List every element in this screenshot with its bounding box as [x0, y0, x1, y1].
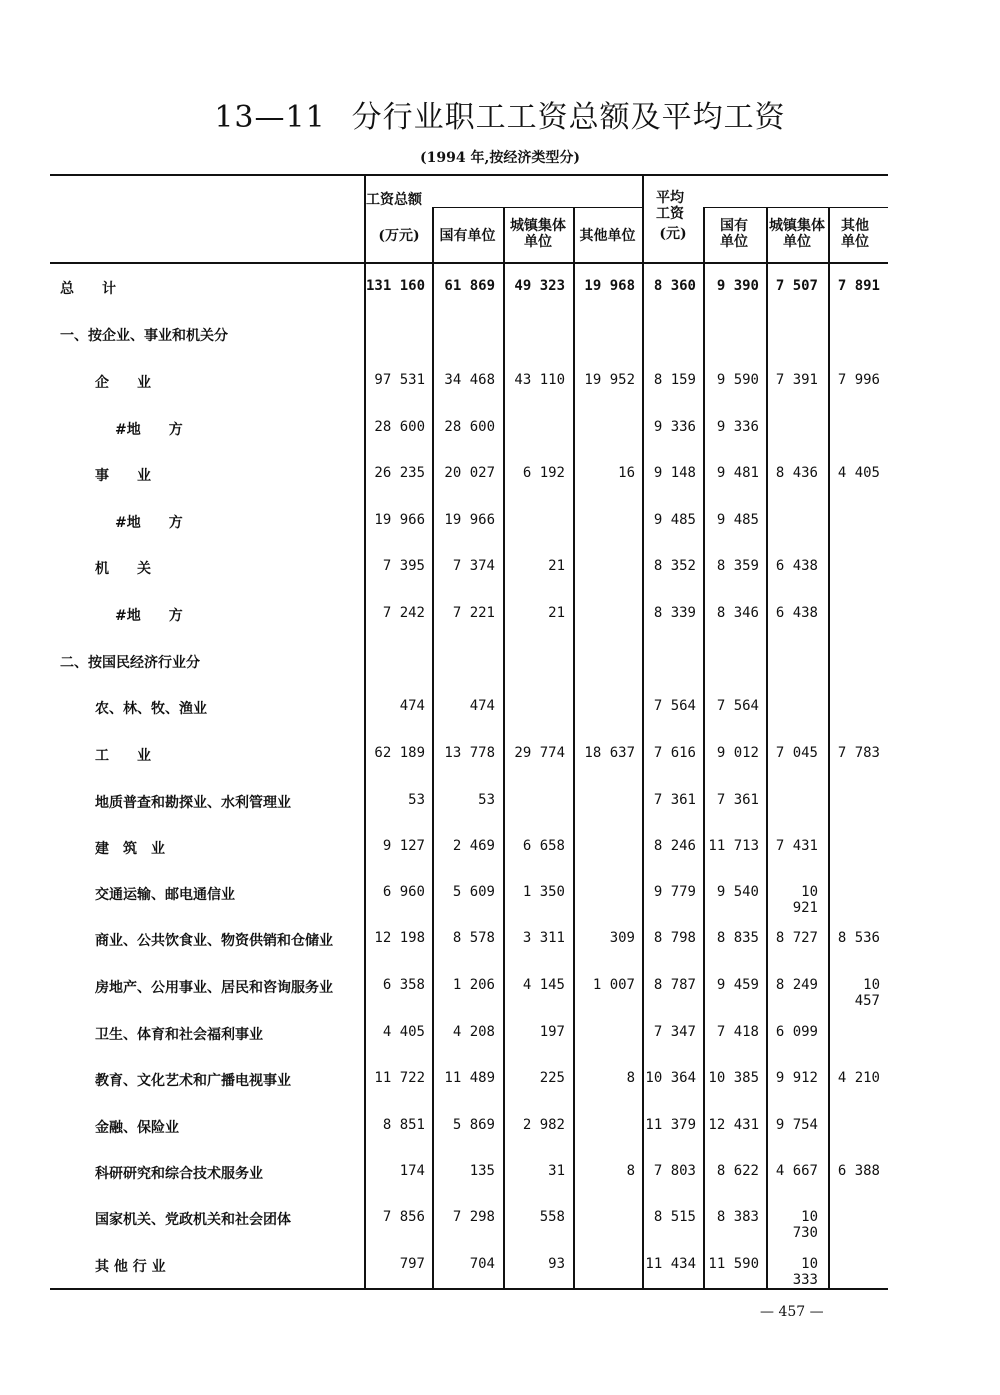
table-subtitle: (1994 年,按经济类型分) — [420, 150, 580, 166]
table-row — [0, 977, 1000, 1009]
table-cell: 9 336 — [653, 419, 696, 435]
table-number: 13—11 — [214, 100, 326, 135]
table-cell: 174 — [399, 1163, 425, 1179]
row-label: 商业、公共饮食业、物资供销和仓储业 — [95, 933, 333, 949]
table-cell: 53 — [478, 792, 495, 808]
table-cell: 6 438 — [775, 605, 818, 621]
table-row — [0, 1256, 1000, 1288]
table-cell: 10 730 — [792, 1209, 818, 1241]
table-cell: 8 622 — [716, 1163, 759, 1179]
table-cell: 12 198 — [374, 930, 425, 946]
table-cell: 11 713 — [708, 838, 759, 854]
table-cell: 8 339 — [653, 605, 696, 621]
table-row — [0, 1209, 1000, 1241]
table-row — [0, 1024, 1000, 1046]
table-cell: 9 590 — [716, 372, 759, 388]
table-cell: 6 192 — [522, 465, 565, 481]
row-label: 金融、保险业 — [95, 1120, 179, 1136]
table-cell: 8 436 — [775, 465, 818, 481]
table-cell: 5 869 — [452, 1117, 495, 1133]
table-cell: 309 — [609, 930, 635, 946]
header-avg-wage-unit: (元) — [659, 226, 687, 242]
table-cell: 7 221 — [452, 605, 495, 621]
table-cell: 2 982 — [522, 1117, 565, 1133]
header-urban-collective: 城镇集体单位 — [510, 218, 566, 250]
table-cell: 135 — [469, 1163, 495, 1179]
table-cell: 4 145 — [522, 977, 565, 993]
table-cell: 11 722 — [374, 1070, 425, 1086]
table-row — [0, 838, 1000, 860]
row-label: 工 业 — [95, 748, 151, 764]
row-label: #地 方 — [115, 515, 183, 531]
table-cell: 19 968 — [584, 278, 635, 294]
table-cell: 474 — [469, 698, 495, 714]
row-label: 卫生、体育和社会福利事业 — [95, 1027, 263, 1043]
table-cell: 6 099 — [775, 1024, 818, 1040]
row-label: 机 关 — [95, 561, 151, 577]
row-label: 企 业 — [95, 375, 151, 391]
table-cell: 7 045 — [775, 745, 818, 761]
total-wage-underline — [432, 207, 642, 208]
table-cell: 558 — [539, 1209, 565, 1225]
table-cell: 11 590 — [708, 1256, 759, 1272]
table-cell: 3 311 — [522, 930, 565, 946]
table-row — [0, 652, 1000, 674]
table-cell: 7 298 — [452, 1209, 495, 1225]
table-cell: 10 364 — [645, 1070, 696, 1086]
table-cell: 4 210 — [837, 1070, 880, 1086]
table-cell: 6 658 — [522, 838, 565, 854]
table-cell: 4 405 — [382, 1024, 425, 1040]
row-label: 教育、文化艺术和广播电视事业 — [95, 1073, 291, 1089]
table-cell: 7 374 — [452, 558, 495, 574]
table-cell: 7 391 — [775, 372, 818, 388]
table-cell: 7 996 — [837, 372, 880, 388]
table-cell: 9 485 — [716, 512, 759, 528]
header-total-wage-unit: (万元) — [378, 228, 420, 244]
table-cell: 9 336 — [716, 419, 759, 435]
table-cell: 4 208 — [452, 1024, 495, 1040]
table-cell: 8 851 — [382, 1117, 425, 1133]
table-cell: 797 — [399, 1256, 425, 1272]
table-cell: 8 — [626, 1070, 635, 1086]
table-cell: 7 361 — [716, 792, 759, 808]
table-cell: 11 434 — [645, 1256, 696, 1272]
table-cell: 6 358 — [382, 977, 425, 993]
table-cell: 11 489 — [444, 1070, 495, 1086]
table-cell: 43 110 — [514, 372, 565, 388]
header-state-owned: 国有单位 — [439, 228, 496, 244]
table-cell: 49 323 — [514, 278, 565, 294]
table-cell: 10 385 — [708, 1070, 759, 1086]
table-cell: 8 835 — [716, 930, 759, 946]
table-row — [0, 745, 1000, 767]
table-cell: 6 388 — [837, 1163, 880, 1179]
header-avg-other: 其他单位 — [841, 218, 869, 250]
table-cell: 8 246 — [653, 838, 696, 854]
table-cell: 131 160 — [366, 278, 426, 294]
row-label: 一、按企业、事业和机关分 — [60, 328, 228, 344]
header-other: 其他单位 — [579, 228, 636, 244]
table-cell: 28 600 — [374, 419, 425, 435]
table-cell: 7 783 — [837, 745, 880, 761]
header-avg-wage: 平均工资 — [656, 190, 684, 222]
table-cell: 8 352 — [653, 558, 696, 574]
table-row — [0, 465, 1000, 487]
table-cell: 8 787 — [653, 977, 696, 993]
table-cell: 29 774 — [514, 745, 565, 761]
table-row — [0, 1070, 1000, 1092]
table-cell: 197 — [539, 1024, 565, 1040]
table-row — [0, 1163, 1000, 1185]
table-cell: 18 637 — [584, 745, 635, 761]
table-cell: 6 438 — [775, 558, 818, 574]
table-cell: 8 515 — [653, 1209, 696, 1225]
table-cell: 34 468 — [444, 372, 495, 388]
table-cell: 1 350 — [522, 884, 565, 900]
table-cell: 9 127 — [382, 838, 425, 854]
table-cell: 19 966 — [374, 512, 425, 528]
table-cell: 8 346 — [716, 605, 759, 621]
table-row — [0, 512, 1000, 534]
row-label: 事 业 — [95, 468, 151, 484]
table-cell: 8 159 — [653, 372, 696, 388]
header-avg-state-owned: 国有单位 — [720, 218, 748, 250]
table-cell: 97 531 — [374, 372, 425, 388]
header-bottom-rule — [50, 262, 888, 264]
table-cell: 7 616 — [653, 745, 696, 761]
table-cell: 8 798 — [653, 930, 696, 946]
table-cell: 28 600 — [444, 419, 495, 435]
table-cell: 1 206 — [452, 977, 495, 993]
table-row — [0, 792, 1000, 814]
table-cell: 7 361 — [653, 792, 696, 808]
row-label: #地 方 — [115, 608, 183, 624]
header-avg-urban-collective: 城镇集体单位 — [769, 218, 825, 250]
table-cell: 9 754 — [775, 1117, 818, 1133]
row-label: 国家机关、党政机关和社会团体 — [95, 1212, 291, 1228]
table-cell: 8 578 — [452, 930, 495, 946]
table-row — [0, 278, 1000, 300]
row-label: 其 他 行 业 — [95, 1259, 166, 1275]
table-cell: 12 431 — [708, 1117, 759, 1133]
table-cell: 4 405 — [837, 465, 880, 481]
table-cell: 62 189 — [374, 745, 425, 761]
table-row — [0, 1117, 1000, 1139]
table-cell: 7 395 — [382, 558, 425, 574]
row-label: 二、按国民经济行业分 — [60, 655, 200, 671]
table-cell: 474 — [399, 698, 425, 714]
table-cell: 9 540 — [716, 884, 759, 900]
table-cell: 20 027 — [444, 465, 495, 481]
table-cell: 16 — [618, 465, 635, 481]
table-cell: 2 469 — [452, 838, 495, 854]
table-cell: 8 249 — [775, 977, 818, 993]
table-row — [0, 372, 1000, 394]
row-label: 农、林、牧、渔业 — [95, 701, 207, 717]
table-cell: 10 921 — [792, 884, 818, 916]
table-cell: 8 — [626, 1163, 635, 1179]
header-total-wage: 工资总额 — [366, 192, 422, 208]
row-label: 房地产、公用事业、居民和咨询服务业 — [95, 980, 333, 996]
table-row — [0, 558, 1000, 580]
table-row — [0, 930, 1000, 952]
row-label: 地质普查和勘探业、水利管理业 — [95, 795, 291, 811]
table-cell: 1 007 — [592, 977, 635, 993]
table-cell: 7 564 — [716, 698, 759, 714]
table-cell: 7 507 — [775, 278, 818, 294]
table-row — [0, 605, 1000, 627]
table-cell: 19 966 — [444, 512, 495, 528]
table-cell: 8 536 — [837, 930, 880, 946]
table-cell: 19 952 — [584, 372, 635, 388]
page-number: — 457 — — [760, 1304, 824, 1320]
table-cell: 7 431 — [775, 838, 818, 854]
table-cell: 61 869 — [444, 278, 495, 294]
top-rule — [50, 174, 888, 176]
table-cell: 8 360 — [653, 278, 696, 294]
avg-wage-underline — [703, 207, 888, 208]
table-cell: 21 — [548, 558, 565, 574]
table-cell: 9 459 — [716, 977, 759, 993]
table-row — [0, 419, 1000, 441]
table-cell: 9 779 — [653, 884, 696, 900]
table-cell: 225 — [539, 1070, 565, 1086]
table-cell: 8 383 — [716, 1209, 759, 1225]
table-cell: 9 912 — [775, 1070, 818, 1086]
table-cell: 9 390 — [716, 278, 759, 294]
table-cell: 9 481 — [716, 465, 759, 481]
table-cell: 31 — [548, 1163, 565, 1179]
table-cell: 4 667 — [775, 1163, 818, 1179]
table-cell: 5 609 — [452, 884, 495, 900]
row-label: 交通运输、邮电通信业 — [95, 887, 235, 903]
table-cell: 10 457 — [854, 977, 880, 1009]
table-cell: 21 — [548, 605, 565, 621]
table-cell: 13 778 — [444, 745, 495, 761]
table-cell: 7 242 — [382, 605, 425, 621]
row-label: 建 筑 业 — [95, 841, 165, 857]
table-cell: 8 727 — [775, 930, 818, 946]
table-cell: 7 803 — [653, 1163, 696, 1179]
bottom-rule — [50, 1288, 888, 1290]
table-row — [0, 698, 1000, 720]
table-cell: 11 379 — [645, 1117, 696, 1133]
table-cell: 10 333 — [792, 1256, 818, 1288]
row-label: 科研研究和综合技术服务业 — [95, 1166, 263, 1182]
table-cell: 704 — [469, 1256, 495, 1272]
table-cell: 7 347 — [653, 1024, 696, 1040]
table-cell: 7 856 — [382, 1209, 425, 1225]
table-cell: 9 485 — [653, 512, 696, 528]
table-cell: 7 564 — [653, 698, 696, 714]
table-cell: 7 891 — [837, 278, 880, 294]
table-cell: 6 960 — [382, 884, 425, 900]
table-cell: 26 235 — [374, 465, 425, 481]
table-cell: 53 — [408, 792, 425, 808]
table-title: 分行业职工工资总额及平均工资 — [351, 100, 786, 135]
table-cell: 93 — [548, 1256, 565, 1272]
table-cell: 8 359 — [716, 558, 759, 574]
table-row — [0, 325, 1000, 347]
table-cell: 9 012 — [716, 745, 759, 761]
table-cell: 7 418 — [716, 1024, 759, 1040]
table-row — [0, 884, 1000, 916]
row-label: 总 计 — [60, 281, 116, 297]
table-cell: 9 148 — [653, 465, 696, 481]
page-title — [0, 92, 1000, 136]
row-label: #地 方 — [115, 422, 183, 438]
